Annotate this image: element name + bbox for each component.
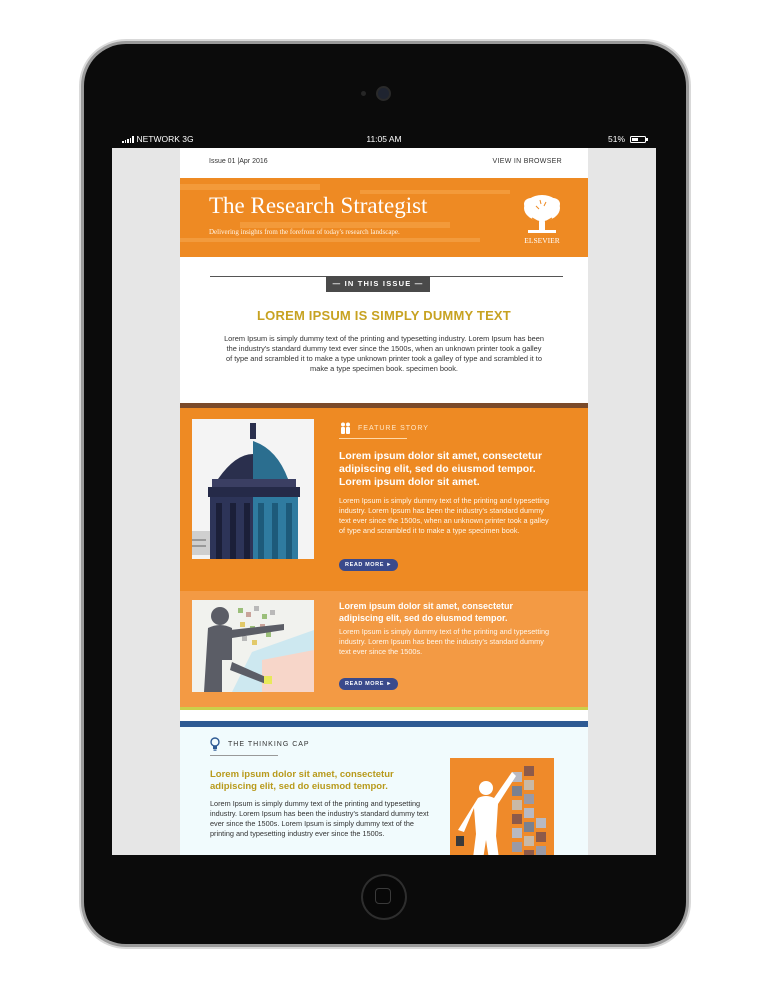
battery-icon: [630, 136, 646, 143]
sensor-dot: [361, 91, 366, 96]
in-this-issue-label: — IN THIS ISSUE —: [326, 276, 430, 292]
home-button[interactable]: [361, 874, 407, 920]
thinking-cap-kicker: THE THINKING CAP: [210, 737, 310, 751]
feature-read-more-button[interactable]: READ MORE ►: [339, 559, 398, 571]
front-camera: [378, 88, 389, 99]
newsletter-title: The Research Strategist: [209, 193, 428, 218]
feature-image[interactable]: [192, 419, 314, 559]
network-label: NETWORK 3G: [136, 134, 194, 144]
issue-headline: LOREM IPSUM IS SIMPLY DUMMY TEXT: [257, 308, 511, 323]
people-icon: [339, 422, 352, 434]
newsletter-subtitle: Delivering insights from the forefront of today's research landscape.: [209, 228, 400, 236]
in-this-issue-divider: [180, 276, 588, 292]
thinking-cap-body: Lorem Ipsum is simply dummy text of the printing and typesetting industry. Lorem Ipsum has been the industry's standard dummy text ever since the 1500s. Lorem Ipsum is simply dummy text of the printing and typesetting industry ever since the 1500s.: [210, 799, 429, 838]
email-preheader: [180, 148, 588, 178]
thinking-cap-image[interactable]: [450, 758, 554, 855]
second-story-headline: Lorem ipsum dolor sit amet, consectetur adipiscing elit, sed do eiusmod tempor.: [339, 601, 514, 623]
issue-intro: Lorem Ipsum is simply dummy text of the printing and typesetting industry. Lorem Ipsum has been the industry's standard dummy text ever since the 1500s, when an unknown printer took a galley of type and scrambled it to make a type unknown printer took a galley of type and scrambled it to make a type specimen book. specimen book.: [224, 334, 544, 373]
view-in-browser-link[interactable]: VIEW IN BROWSER: [492, 158, 562, 165]
masthead-banner: [180, 178, 588, 257]
lightbulb-icon: [210, 737, 220, 751]
newsletter-email: [180, 148, 588, 855]
thinking-cap-section: [180, 727, 588, 855]
second-story-section: [180, 591, 588, 708]
status-bar: [112, 130, 656, 148]
elsevier-logo: [518, 192, 566, 248]
tablet-screen: [112, 130, 656, 855]
second-story-image[interactable]: [192, 600, 314, 692]
logo-wordmark: ELSEVIER: [524, 236, 560, 245]
second-story-body: Lorem Ipsum is simply dummy text of the printing and typesetting industry. Lorem Ipsum has been the industry's standard dummy text ever since the 1500s.: [339, 627, 550, 656]
tree-icon: [518, 192, 566, 236]
battery-percent: 51%: [607, 134, 625, 144]
feature-body: Lorem Ipsum is simply dummy text of the printing and typesetting industry. Lorem Ipsum has been the industry's standard dummy text ever since the 1500s, when an unknown printer took a galley of type and scrambled it to make a type specimen book.: [339, 496, 550, 535]
section-accent-line: [180, 707, 588, 710]
feature-story-section: [180, 408, 588, 591]
thinking-cap-headline: Lorem ipsum dolor sit amet, consectetur adipiscing elit, sed do eiusmod tempor.: [210, 769, 394, 792]
issue-label: Issue 01 |Apr 2016: [209, 158, 268, 165]
clock: 11:05 AM: [366, 134, 402, 144]
second-read-more-button[interactable]: READ MORE ►: [339, 678, 398, 690]
feature-kicker: FEATURE STORY: [339, 422, 429, 434]
feature-headline: Lorem ipsum dolor sit amet, consectetur adipiscing elit, sed do eiusmod tempor. Lorem ipsum dolor sit amet.: [339, 450, 543, 488]
